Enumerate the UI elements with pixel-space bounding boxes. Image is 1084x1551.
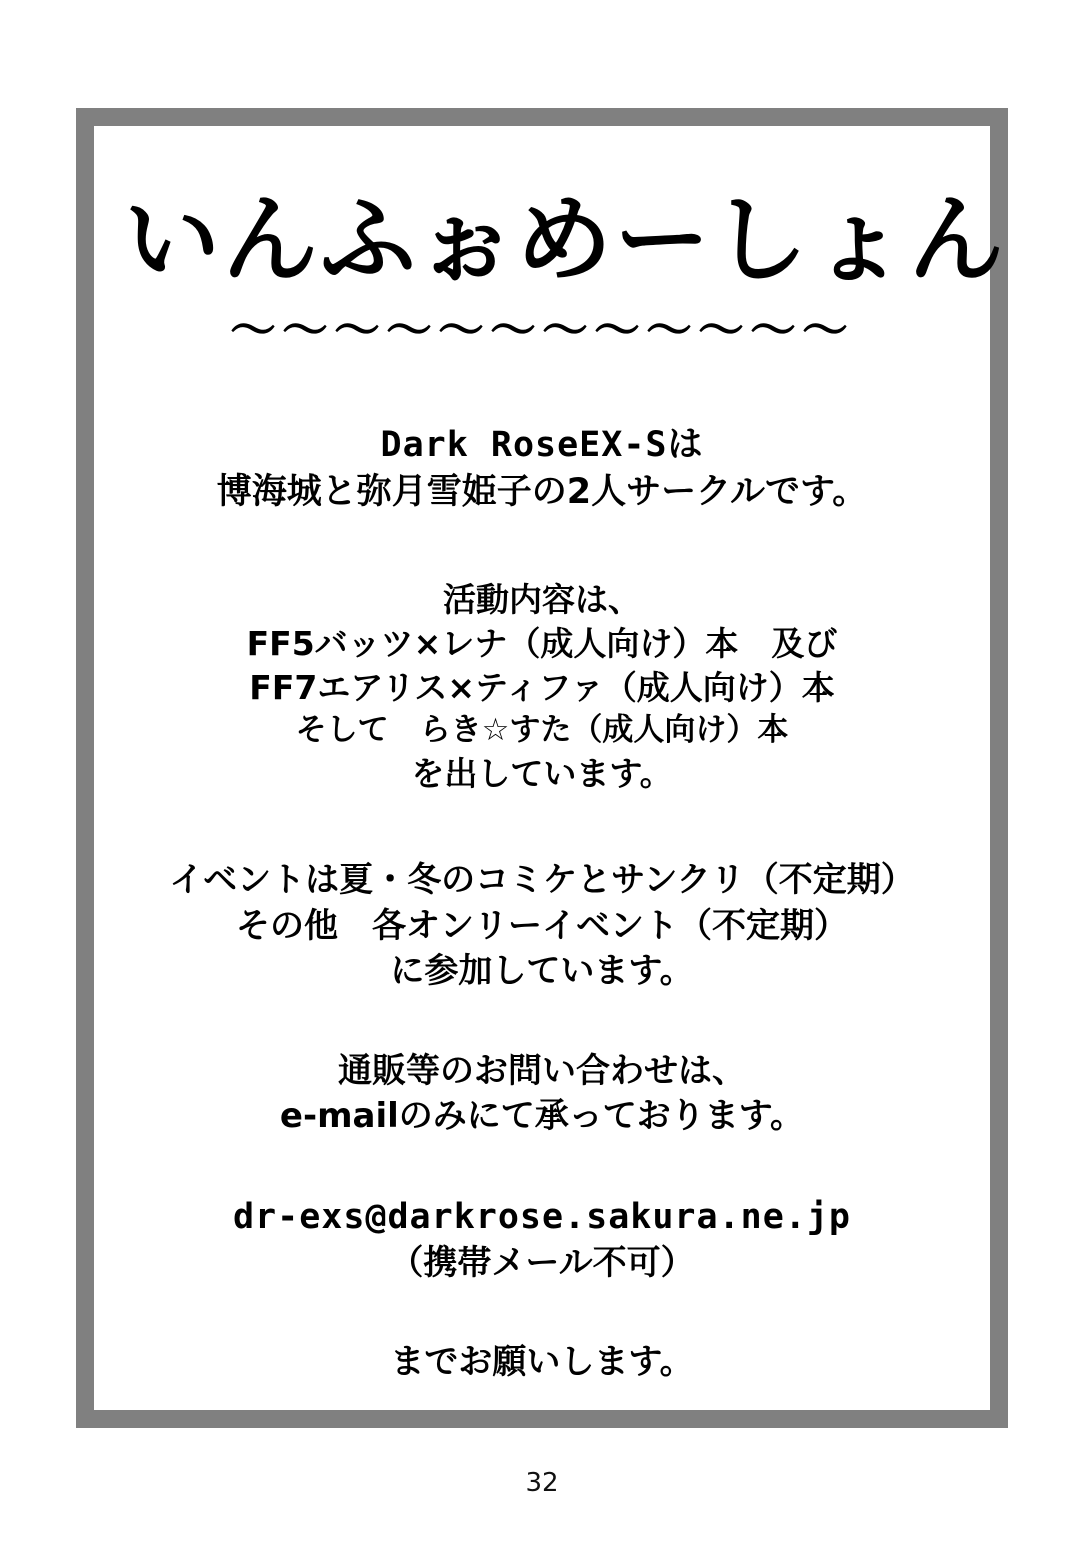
email-address[interactable]: dr-exs@darkrose.sakura.ne.jp (232, 1196, 851, 1237)
closing-line: までお願いします。 (390, 1342, 694, 1383)
section-events (124, 858, 960, 995)
contact-line-1: 通販等のお問い合わせは、 (338, 1050, 746, 1091)
activities-line-1: 活動内容は、 (443, 579, 641, 619)
section-contact (124, 1049, 960, 1140)
section-closing (124, 1340, 960, 1386)
contact-line-2: e-mailのみにて承っております。 (279, 1096, 805, 1137)
page-title: いんふぉめーしょん (124, 184, 1006, 296)
events-line-1: イベントは夏・冬のコミケとサンクリ（不定期） (169, 860, 915, 901)
events-line-2: その他 各オンリーイベント（不定期） (236, 905, 848, 946)
title-underline-decoration: 〜〜〜〜〜〜〜〜〜〜〜〜 (230, 303, 854, 357)
content-frame (76, 108, 1008, 1428)
section-email (124, 1194, 960, 1286)
page-number: 32 (525, 1468, 559, 1498)
events-line-3: に参加しています。 (390, 951, 694, 992)
email-note: （携帯メール不可） (389, 1242, 695, 1283)
content-area (94, 126, 1006, 1410)
activities-line-2: FF5バッツ×レナ（成人向け）本 及び (246, 624, 838, 663)
activities-line-4: そして らき☆すた（成人向け）本 (295, 712, 789, 749)
section-circle-intro (124, 422, 960, 516)
circle-intro-line-1: Dark RoseEX-Sは (380, 425, 704, 465)
activities-line-3: FF7エアリス×ティファ（成人向け）本 (249, 668, 835, 708)
circle-intro-line-2: 博海城と弥月雪姫子の2人サークルです。 (216, 471, 868, 512)
section-activities (124, 578, 960, 796)
activities-line-5: を出しています。 (411, 753, 673, 793)
